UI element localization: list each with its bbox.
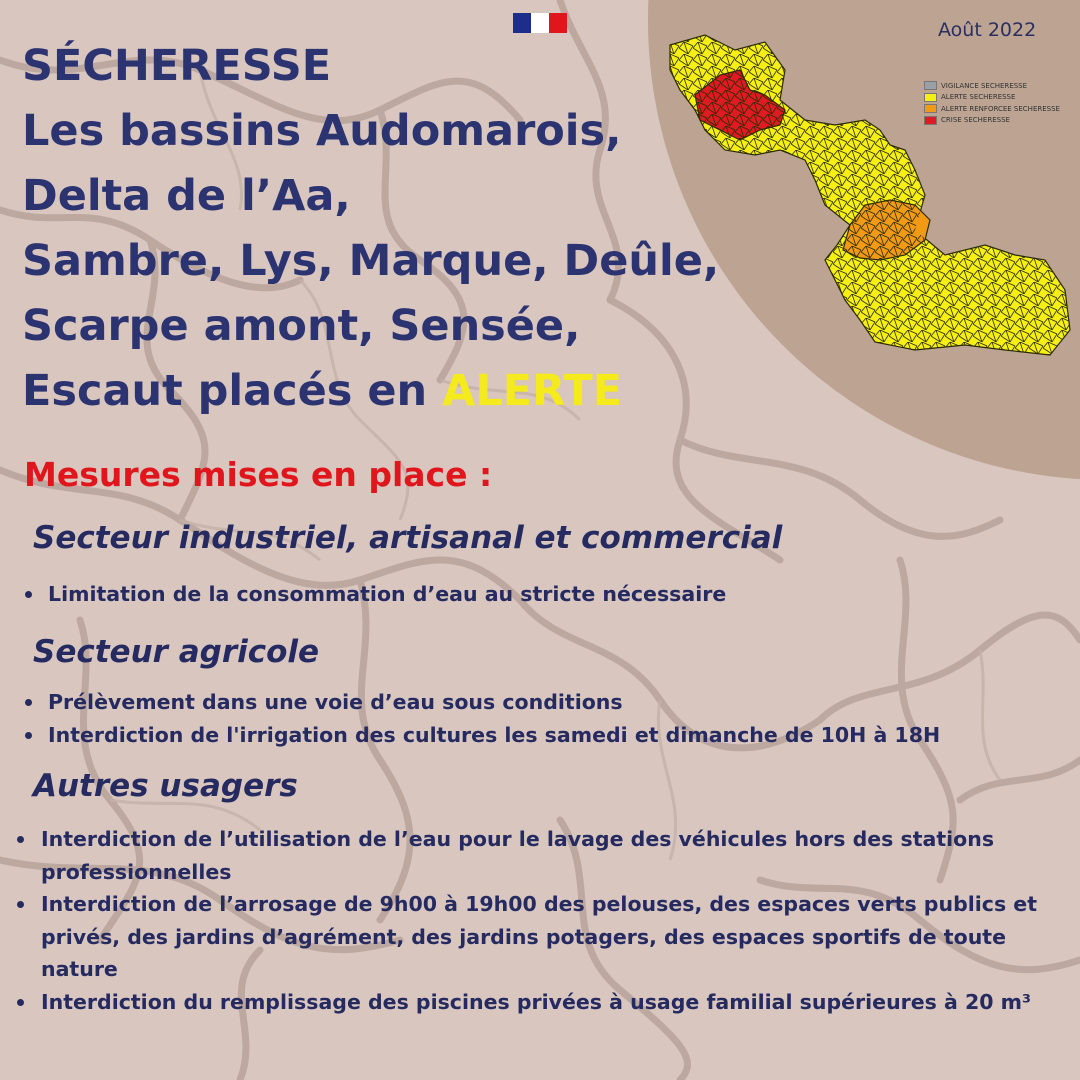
list-item: Interdiction de l’arrosage de 9h00 à 19h00 des pelouses, des espaces verts publics et privés, des jardins d’agrément, des jardins potagers, des espaces sportifs de toute nature xyxy=(15,888,1050,986)
title-line-prefix: Escaut placés en xyxy=(22,366,443,416)
title-line: Delta de l’Aa, xyxy=(22,171,351,221)
section-title-autres: Autres usagers xyxy=(33,768,298,804)
french-republic-flag-logo xyxy=(513,13,567,33)
title-line: SÉCHERESSE xyxy=(22,41,332,91)
legend-swatch-yellow xyxy=(924,93,937,102)
list-item: Interdiction de l’utilisation de l’eau pour le lavage des véhicules hors des stations professionnelles xyxy=(15,823,1050,888)
title-line: Sambre, Lys, Marque, Deûle, xyxy=(22,236,720,286)
legend-label: ALERTE SECHERESSE xyxy=(941,93,1016,102)
flag-red-stripe xyxy=(549,13,567,33)
flag-white-stripe xyxy=(531,13,549,33)
date-label: Août 2022 xyxy=(938,19,1037,41)
legend-item-alerte xyxy=(924,92,1060,104)
legend-swatch-red xyxy=(924,116,937,125)
legend-item-crise xyxy=(924,115,1060,127)
title-line xyxy=(22,359,719,424)
list-industriel xyxy=(22,578,1062,611)
alert-highlight: ALERTE xyxy=(442,366,623,416)
title-line: Scarpe amont, Sensée, xyxy=(22,301,581,351)
list-item: Interdiction du remplissage des piscines privées à usage familial supérieures à 20 m³ xyxy=(15,986,1050,1019)
list-autres xyxy=(15,823,1050,1018)
section-title-industriel: Secteur industriel, artisanal et commercial xyxy=(33,520,783,556)
legend-item-vigilance xyxy=(924,80,1060,92)
list-item: Interdiction de l'irrigation des cultures les samedi et dimanche de 10H à 18H xyxy=(22,719,1062,752)
section-title-agricole: Secteur agricole xyxy=(33,634,320,670)
mesures-heading: Mesures mises en place : xyxy=(24,455,493,494)
legend-swatch-grey xyxy=(924,81,937,90)
legend-item-alerte-renforcee xyxy=(924,103,1060,115)
title-line: Les bassins Audomarois, xyxy=(22,106,622,156)
legend-label: ALERTE RENFORCEE SECHERESSE xyxy=(941,104,1060,113)
legend-label: VIGILANCE SECHERESSE xyxy=(941,81,1027,90)
map-legend xyxy=(924,80,1060,126)
page-title xyxy=(22,34,719,424)
legend-swatch-orange xyxy=(924,104,937,113)
legend-label: CRISE SECHERESSE xyxy=(941,116,1010,125)
list-item: Limitation de la consommation d’eau au stricte nécessaire xyxy=(22,578,1062,611)
flag-blue-stripe xyxy=(513,13,531,33)
list-agricole xyxy=(22,686,1062,751)
list-item: Prélèvement dans une voie d’eau sous conditions xyxy=(22,686,1062,719)
